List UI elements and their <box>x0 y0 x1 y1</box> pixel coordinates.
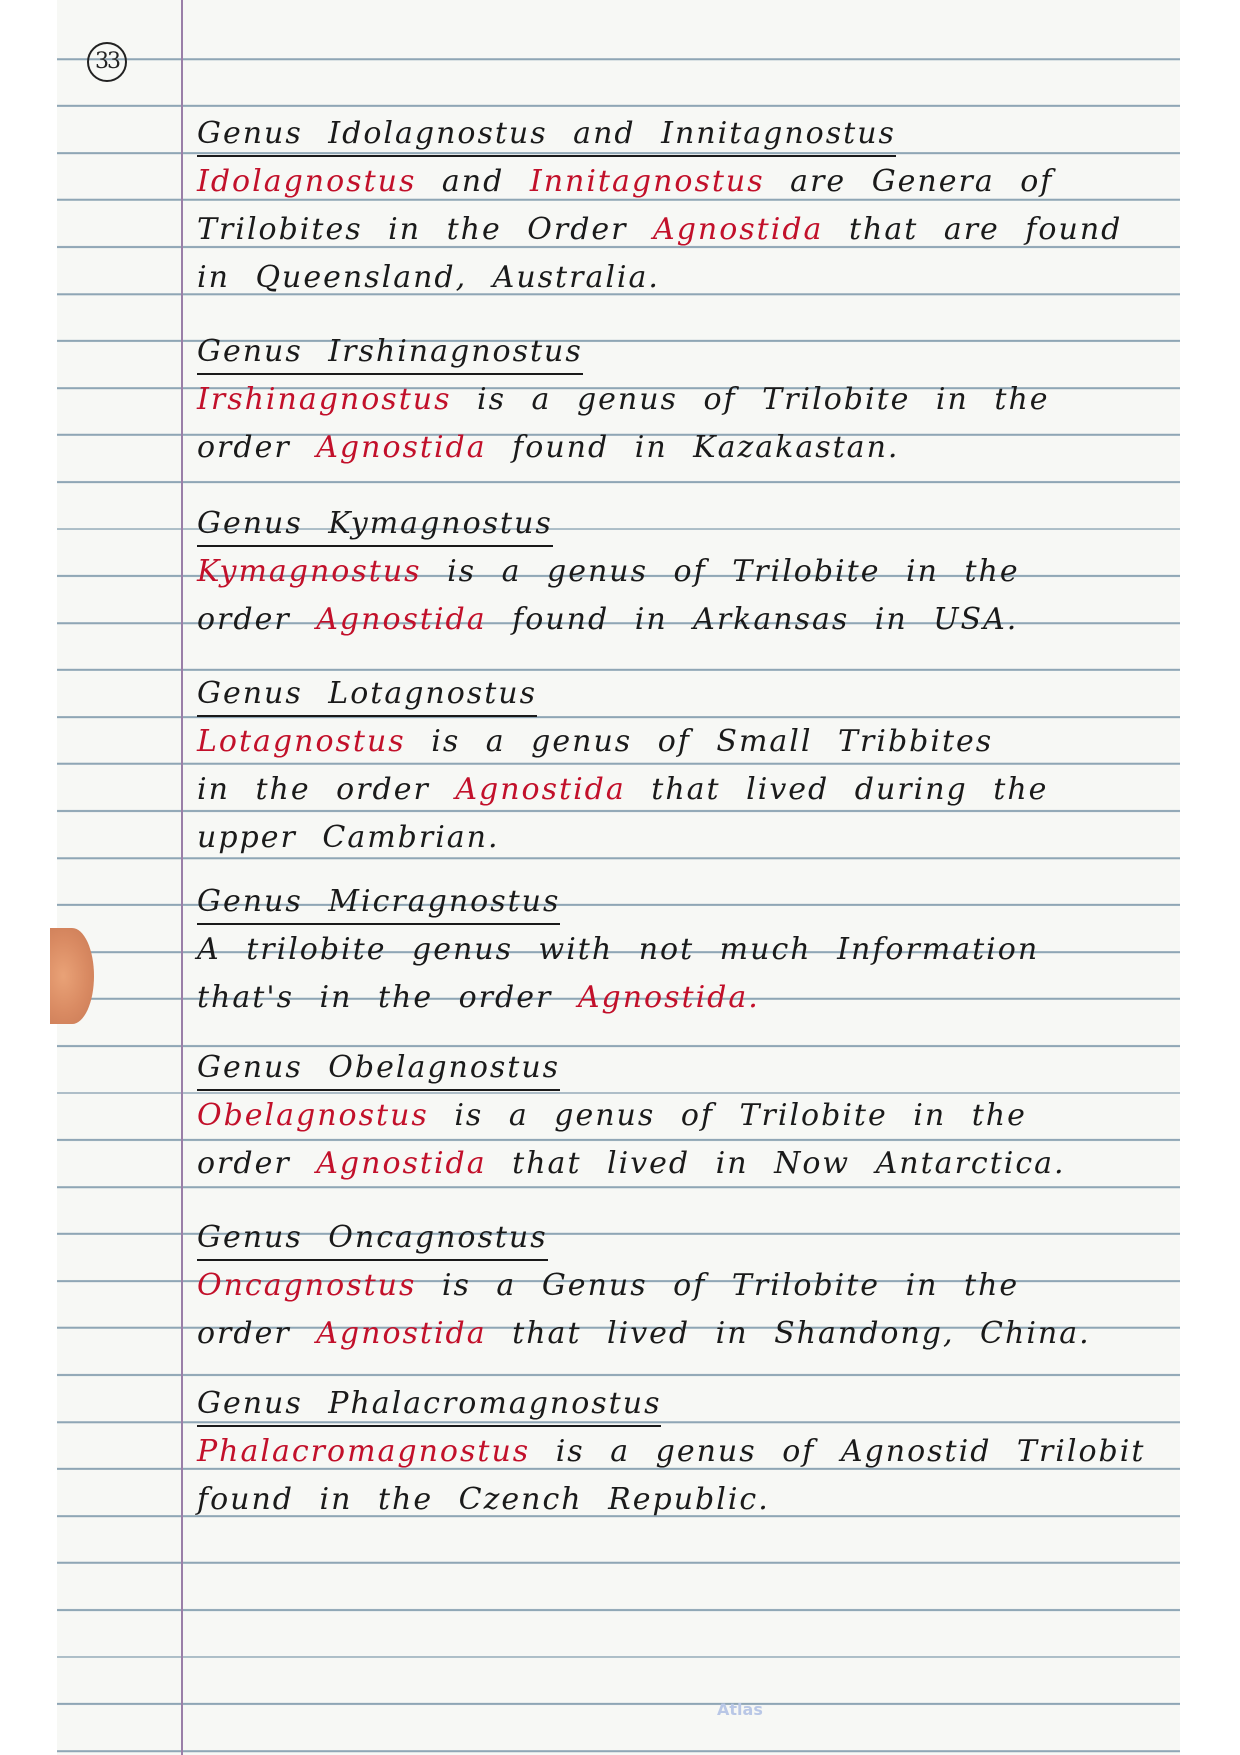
entry-line <box>187 424 1172 472</box>
entry-kymagnostus <box>187 500 1172 644</box>
highlighted-term: Lotagnostus <box>197 724 406 759</box>
entry-obelagnostus <box>187 1044 1172 1188</box>
entry-phalacromagnostus <box>187 1380 1172 1524</box>
text-segment: A trilobite genus with not much Information <box>197 932 1040 967</box>
text-segment: that are found <box>823 212 1123 247</box>
text-segment: that's in the order <box>197 980 578 1015</box>
entry-line <box>187 814 1172 862</box>
text-segment: found in the Czench Republic. <box>197 1482 770 1517</box>
text-segment: is a genus of Agnostid Trilobit <box>530 1434 1146 1469</box>
entry-line <box>187 376 1172 424</box>
highlighted-term: Agnostida <box>455 772 626 807</box>
text-segment: is a genus of Trilobite in the <box>421 554 1020 589</box>
entry-irshinagnostus <box>187 328 1172 472</box>
text-segment: is a genus of Trilobite in the <box>451 382 1050 417</box>
highlighted-term: Oncagnostus <box>197 1268 417 1303</box>
entry-line <box>187 766 1172 814</box>
highlighted-term: Idolagnostus <box>197 164 417 199</box>
highlighted-term: Agnostida <box>316 1146 487 1181</box>
text-segment: that lived in Now Antarctica. <box>486 1146 1066 1181</box>
text-segment: are Genera of <box>764 164 1054 199</box>
entry-idolagnostus-innitagnostus <box>187 110 1172 302</box>
highlighted-term: Agnostida. <box>577 980 760 1015</box>
entry-line <box>187 596 1172 644</box>
entry-heading: Genus Obelagnostus <box>187 1044 1172 1092</box>
text-segment: upper Cambrian. <box>197 820 500 855</box>
entry-line <box>187 206 1172 254</box>
entry-line <box>187 548 1172 596</box>
entry-line <box>187 254 1172 302</box>
entry-heading: Genus Oncagnostus <box>187 1214 1172 1262</box>
text-segment: in the order <box>197 772 456 807</box>
highlighted-term: Agnostida <box>316 1316 487 1351</box>
entry-heading: Genus Idolagnostus and Innitagnostus <box>187 110 1172 158</box>
entry-heading: Genus Phalacromagnostus <box>187 1380 1172 1428</box>
margin-line <box>181 0 183 1755</box>
entry-line <box>187 1310 1172 1358</box>
highlighted-term: Agnostida <box>316 430 487 465</box>
thumb <box>50 928 94 1024</box>
entry-heading: Genus Micragnostus <box>187 878 1172 926</box>
text-segment: order <box>197 602 317 637</box>
entry-oncagnostus <box>187 1214 1172 1358</box>
entry-line <box>187 1092 1172 1140</box>
entry-line <box>187 1428 1172 1476</box>
text-segment: Trilobites in the Order <box>197 212 654 247</box>
text-segment: that lived during the <box>625 772 1049 807</box>
text-segment: order <box>197 1316 317 1351</box>
notebook-page <box>57 0 1180 1755</box>
entry-lotagnostus <box>187 670 1172 862</box>
text-segment: and <box>416 164 530 199</box>
entry-line <box>187 926 1172 974</box>
text-segment: order <box>197 1146 317 1181</box>
highlighted-term: Agnostida <box>316 602 487 637</box>
entry-line <box>187 1476 1172 1524</box>
entry-line <box>187 718 1172 766</box>
text-segment: order <box>197 430 317 465</box>
entry-line <box>187 1262 1172 1310</box>
entry-line <box>187 974 1172 1022</box>
highlighted-term: Agnostida <box>653 212 824 247</box>
page-number: 33 <box>87 42 127 82</box>
entry-line <box>187 158 1172 206</box>
highlighted-term: Kymagnostus <box>197 554 422 589</box>
watermark: Atlas <box>717 1700 763 1719</box>
text-segment: is a genus of Trilobite in the <box>428 1098 1027 1133</box>
highlighted-term: Phalacromagnostus <box>197 1434 531 1469</box>
text-segment: is a genus of Small Tribbites <box>405 724 994 759</box>
highlighted-term: Innitagnostus <box>529 164 765 199</box>
entry-heading: Genus Irshinagnostus <box>187 328 1172 376</box>
entry-micragnostus <box>187 878 1172 1022</box>
entry-line <box>187 1140 1172 1188</box>
text-segment: in Queensland, Australia. <box>197 260 660 295</box>
text-segment: found in Kazakastan. <box>486 430 900 465</box>
text-segment: is a Genus of Trilobite in the <box>416 1268 1020 1303</box>
entry-heading: Genus Kymagnostus <box>187 500 1172 548</box>
highlighted-term: Irshinagnostus <box>197 382 452 417</box>
entry-heading: Genus Lotagnostus <box>187 670 1172 718</box>
text-segment: found in Arkansas in USA. <box>486 602 1019 637</box>
text-segment: that lived in Shandong, China. <box>486 1316 1091 1351</box>
highlighted-term: Obelagnostus <box>197 1098 429 1133</box>
